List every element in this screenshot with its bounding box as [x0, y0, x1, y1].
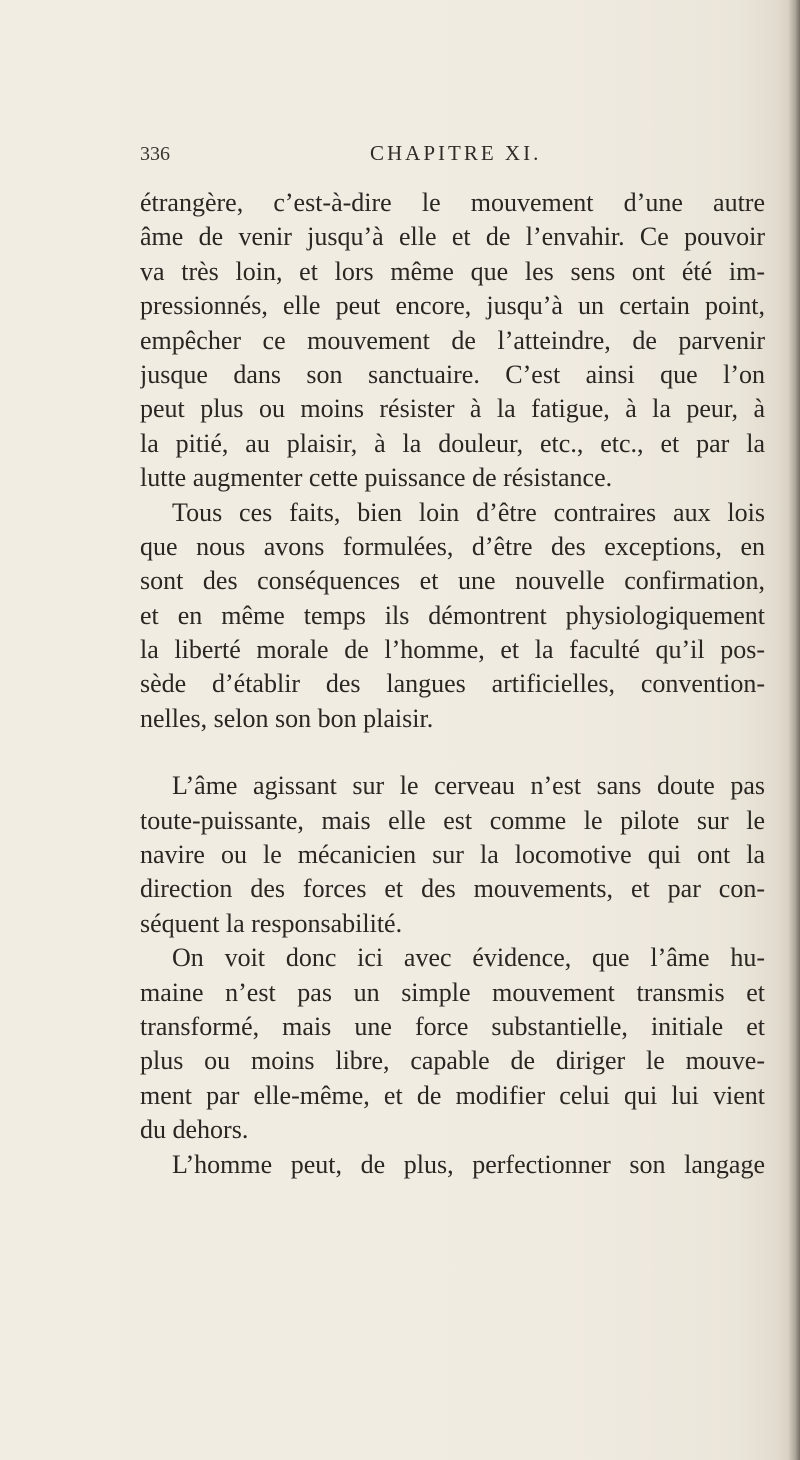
text-line: va très loin, et lors même que les sens ont été im- [140, 256, 765, 286]
text-line: On voit donc ici avec évidence, que l’âme hu- [172, 943, 765, 973]
body-text [140, 186, 765, 1182]
text-line: Tous ces faits, bien loin d’être contraires aux lois [172, 497, 765, 527]
text-line: L’homme peut, de plus, perfectionner son langage [172, 1149, 765, 1179]
text-line: sont des conséquences et une nouvelle confirmation, [140, 566, 765, 596]
running-title: CHAPITRE XI. [370, 141, 542, 165]
text-line: sède d’établir des langues artificielles, convention- [140, 669, 765, 699]
text-line: nelles, selon son bon plaisir. [140, 703, 434, 733]
text-line: maine n’est pas un simple mouvement transmis et [140, 977, 765, 1007]
text-line: et en même temps ils démontrent physiologiquement [140, 600, 765, 630]
text-line: L’âme agissant sur le cerveau n’est sans doute pas [172, 771, 765, 801]
text-line: âme de venir jusqu’à elle et de l’envahir. Ce pouvoir [140, 222, 765, 252]
page-header [0, 143, 800, 173]
text-line: du dehors. [140, 1115, 249, 1145]
paragraph-gap [140, 736, 765, 769]
text-line: que nous avons formulées, d’être des exceptions, en [140, 531, 765, 561]
text-line: navire ou le mécanicien sur la locomotive qui ont la [140, 840, 765, 870]
text-line: plus ou moins libre, capable de diriger le mouve- [140, 1046, 765, 1076]
text-line: peut plus ou moins résister à la fatigue, à la peur, à [140, 394, 765, 424]
text-line: transformé, mais une force substantielle, initiale et [140, 1011, 765, 1041]
text-line: étrangère, c’est-à-dire le mouvement d’une autre [140, 188, 765, 217]
text-line: pressionnés, elle peut encore, jusqu’à un certain point, [140, 291, 765, 321]
page-number: 336 [140, 143, 170, 165]
text-line: ment par elle-même, et de modifier celui qui lui vient [140, 1080, 765, 1110]
text-line: direction des forces et des mouvements, et par con- [140, 874, 765, 904]
text-line: la pitié, au plaisir, à la douleur, etc., etc., et par la [140, 428, 765, 458]
text-line: jusque dans son sanctuaire. C’est ainsi que l’on [140, 359, 765, 389]
text-line: empêcher ce mouvement de l’atteindre, de parvenir [140, 325, 765, 355]
text-line: la liberté morale de l’homme, et la faculté qu’il pos- [140, 635, 765, 665]
page-edge-shadow [788, 0, 800, 1460]
text-line: toute-puissante, mais elle est comme le pilote sur le [140, 805, 765, 835]
text-line: lutte augmenter cette puissance de résistance. [140, 463, 613, 493]
text-line: séquent la responsabilité. [140, 908, 403, 938]
